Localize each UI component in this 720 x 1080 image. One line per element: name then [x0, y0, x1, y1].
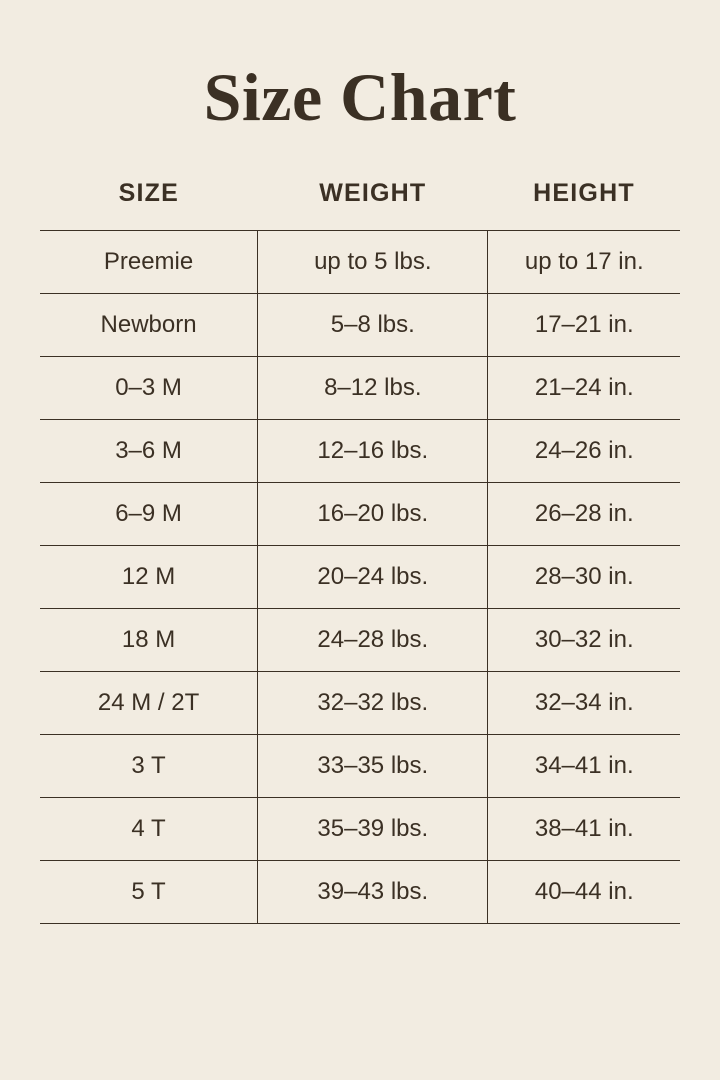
- table-row: [40, 609, 680, 672]
- cell-weight: 32–32 lbs.: [258, 672, 488, 735]
- table-row: [40, 420, 680, 483]
- cell-height: up to 17 in.: [488, 231, 680, 294]
- cell-height: 32–34 in.: [488, 672, 680, 735]
- table-row: [40, 672, 680, 735]
- cell-size: 18 M: [40, 609, 258, 672]
- cell-size: 6–9 M: [40, 483, 258, 546]
- cell-weight: up to 5 lbs.: [258, 231, 488, 294]
- cell-height: 17–21 in.: [488, 294, 680, 357]
- cell-weight: 39–43 lbs.: [258, 861, 488, 924]
- cell-height: 21–24 in.: [488, 357, 680, 420]
- cell-height: 24–26 in.: [488, 420, 680, 483]
- cell-size: 5 T: [40, 861, 258, 924]
- cell-weight: 12–16 lbs.: [258, 420, 488, 483]
- cell-height: 28–30 in.: [488, 546, 680, 609]
- cell-weight: 33–35 lbs.: [258, 735, 488, 798]
- cell-size: 0–3 M: [40, 357, 258, 420]
- cell-height: 38–41 in.: [488, 798, 680, 861]
- cell-weight: 8–12 lbs.: [258, 357, 488, 420]
- table-row: [40, 483, 680, 546]
- table-row: [40, 735, 680, 798]
- cell-weight: 20–24 lbs.: [258, 546, 488, 609]
- cell-weight: 5–8 lbs.: [258, 294, 488, 357]
- cell-size: 3–6 M: [40, 420, 258, 483]
- table-row: [40, 546, 680, 609]
- column-header-height: HEIGHT: [533, 179, 635, 208]
- cell-size: Preemie: [40, 231, 258, 294]
- table-header-row: [40, 179, 680, 231]
- cell-size: Newborn: [40, 294, 258, 357]
- cell-size: 3 T: [40, 735, 258, 798]
- table-row: [40, 798, 680, 861]
- size-chart-table: [40, 179, 680, 924]
- cell-weight: 16–20 lbs.: [258, 483, 488, 546]
- cell-size: 12 M: [40, 546, 258, 609]
- cell-height: 34–41 in.: [488, 735, 680, 798]
- table-row: [40, 861, 680, 924]
- table-row: [40, 294, 680, 357]
- page-title: Size Chart: [203, 59, 517, 135]
- cell-height: 26–28 in.: [488, 483, 680, 546]
- table-body: [40, 231, 680, 924]
- cell-height: 40–44 in.: [488, 861, 680, 924]
- cell-height: 30–32 in.: [488, 609, 680, 672]
- column-header-size: SIZE: [118, 179, 179, 208]
- cell-weight: 24–28 lbs.: [258, 609, 488, 672]
- table-row: [40, 357, 680, 420]
- cell-weight: 35–39 lbs.: [258, 798, 488, 861]
- column-header-weight: WEIGHT: [319, 179, 427, 208]
- table-header: [40, 179, 680, 231]
- table-row: [40, 231, 680, 294]
- cell-size: 24 M / 2T: [40, 672, 258, 735]
- cell-size: 4 T: [40, 798, 258, 861]
